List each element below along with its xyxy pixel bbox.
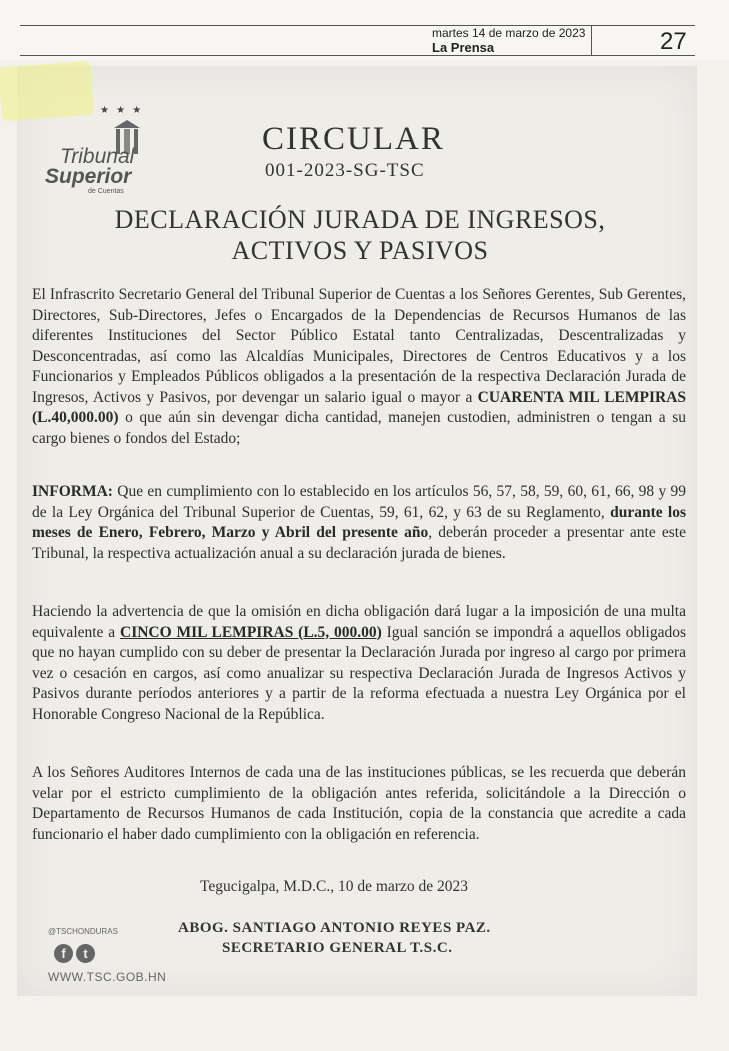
p3-tail: Igual sanción se impondrá a aquellos obligados que no hayan cumplido con su deber de presentar la Declaración Jurada por ingreso al cargo por primera vez o cesación en cargos, así como anualizar su respectiva Declaración Jurada de Ingresos Activos y Pasivos durante períodos anteriores y a partir de la reforma efectuada a nuestra Ley Orgánica por el Honorable Congreso Nacional de la República. [32,623,687,723]
page-number: 27 [660,28,687,55]
publication-date: martes 14 de marzo de 2023 [432,26,586,40]
p1-bold: CUARENTA MIL LEMPIRAS (L.40,000.00) [32,388,687,426]
signer-name: ABOG. SANTIAGO ANTONIO REYES PAZ. [178,920,491,936]
circular-number: 001-2023-SG-TSC [265,160,425,181]
signer-title: SECRETARIO GENERAL T.S.C. [222,940,453,956]
paragraph-2 [32,482,686,564]
p1-text: El Infrascrito Secretario General del Tribunal Superior de Cuentas a los Señores Gerentes, Sub Gerentes, Directores, Sub-Directores, Jefes o Encargados de la Dependencias de Recursos Humanos de las diferentes Instituciones del Sector Público Estatal tanto Centralizadas, Descentralizadas y Desconcentradas, así como las Alcaldías Municipales, Directores de Centros Educativos y a los Funcionarios y Empleados Públicos obligados a la presentación de la respectiva Declaración Jurada de Ingresos, Activos y Pasivos, por devengar un salario igual o mayor a [32,286,686,406]
social-handle: @TSCHONDURAS [48,927,118,936]
place-date: Tegucigalpa, M.D.C., 10 de marzo de 2023 [200,878,468,895]
heading-line1: DECLARACIÓN JURADA DE INGRESOS, [114,205,606,234]
document-title: CIRCULAR [262,121,445,157]
twitter-icon: t [76,944,95,963]
header-top-rule [20,25,695,26]
header-divider [591,25,592,55]
p2-lead: INFORMA: [32,483,113,500]
heading-line2: ACTIVOS Y PASIVOS [231,236,489,265]
p1-tail: o que aún sin devengar dicha cantidad, manejen custodien, administren o tengan a su cargo bienes o fondos del Estado; [32,409,686,447]
p2-bold: durante los meses de Enero, Febrero, Marzo y Abril del presente año [32,503,687,541]
document-heading [70,204,650,266]
tsc-logo [40,105,170,205]
p2-tail: , deberán proceder a presentar ante este Tribunal, la respectiva actualización anual a su declaración jurada de bienes. [32,524,686,562]
logo-line1: Tribunal [60,145,135,168]
logo-line3: de Cuentas [88,188,124,195]
paragraph-1 [32,285,686,449]
website-url: WWW.TSC.GOB.HN [48,970,167,984]
header-bottom-rule [20,55,695,56]
newspaper-header [0,0,729,60]
logo-line2: Superior [45,165,132,188]
logo-stars: ★ ★ ★ [100,105,144,116]
facebook-icon: f [54,944,73,963]
p2-text: Que en cumplimiento con lo establecido en los artículos 56, 57, 58, 59, 60, 61, 66, 98 y 99 de la Ley Orgánica del Tribunal Superior de Cuentas, 59, 61, 62, y 63 de su Reglamento, [32,483,687,521]
paragraph-4: A los Señores Auditores Internos de cada una de las instituciones públicas, se les recuerda que deberán velar por el estricto cumplimiento de la obligación antes referida, solicitándole a la Dirección o Departamento de Recursos Humanos de cada Institución, copia de la constancia que acredite a cada funcionario el haber dado cumplimiento con la obligación en referencia. [32,764,686,843]
p3-bold: CINCO MIL LEMPIRAS (L.5, 000.00) [120,623,382,641]
newspaper-name: La Prensa [432,40,495,55]
social-icons [54,944,114,966]
paragraph-3 [32,602,686,725]
p3-text: Haciendo la advertencia de que la omisión en dicha obligación dará lugar a la imposición de una multa equivalente a [32,603,686,641]
